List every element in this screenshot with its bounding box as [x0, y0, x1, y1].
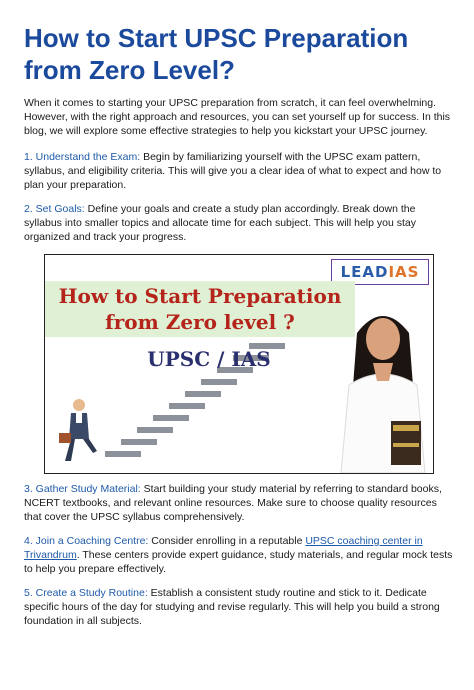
- step-1-text: Begin by familiarizing yourself with the UPSC exam pattern, syllabus, and eligibility criteria. This will give you a clear idea of what to expect and how to plan your preparation.: [24, 151, 442, 192]
- step-4-label: 4. Join a Coaching Centre:: [24, 535, 149, 547]
- step-1-label: 1. Understand the Exam:: [24, 151, 141, 163]
- woman-with-books-photo: [335, 303, 431, 473]
- banner-heading-line-2: from Zero level ?: [105, 310, 295, 334]
- page-title: How to Start UPSC Preparation from Zero Level?: [24, 23, 409, 85]
- step-3-text: Start building your study material by referring to standard books, NCERT textbooks, and relevant online resources. Make sure to choose quality resources that cover the UPSC syllabus comprehensively.: [24, 483, 442, 524]
- step-5-label: 5. Create a Study Routine:: [24, 587, 148, 599]
- step-3: [24, 482, 454, 525]
- step-2-text: Define your goals and create a study plan accordingly. Break down the syllabus into smaller topics and allocate time for each subject. This will help you stay organized and track your progress.: [24, 203, 416, 244]
- intro-paragraph: When it comes to starting your UPSC preparation from scratch, it can feel overwhelming. However, with the right approach and resources, you can set yourself up for success. In this blog, we will explore some effective strategies to help you kickstart your UPSC journey.: [24, 97, 451, 138]
- step-4-text-before: Consider enrolling in a reputable: [148, 535, 306, 547]
- banner-heading-line-1: How to Start Preparation: [58, 284, 342, 308]
- step-3-label: 3. Gather Study Material:: [24, 483, 141, 495]
- banner-heading-box: [45, 281, 355, 337]
- step-4: [24, 534, 454, 577]
- step-1: [24, 150, 454, 193]
- step-4-text-after: . These centers provide expert guidance, study materials, and regular mock tests to help you prepare effectively.: [24, 549, 453, 576]
- banner-subtitle: UPSC / IAS: [147, 347, 271, 371]
- step-5-text: Establish a consistent study routine and stick to it. Dedicate specific hours of the day for studying and revise regularly. This will help you build a strong foundation in all subjects.: [24, 587, 440, 628]
- step-2-label: 2. Set Goals:: [24, 203, 85, 215]
- step-2: [24, 202, 454, 245]
- step-5: [24, 586, 454, 629]
- businessman-figure: [59, 399, 97, 461]
- banner-image: [44, 254, 434, 474]
- leadias-logo: LEADIAS: [331, 259, 429, 285]
- coaching-center-link[interactable]: UPSC coaching center in Trivandrum: [24, 535, 423, 562]
